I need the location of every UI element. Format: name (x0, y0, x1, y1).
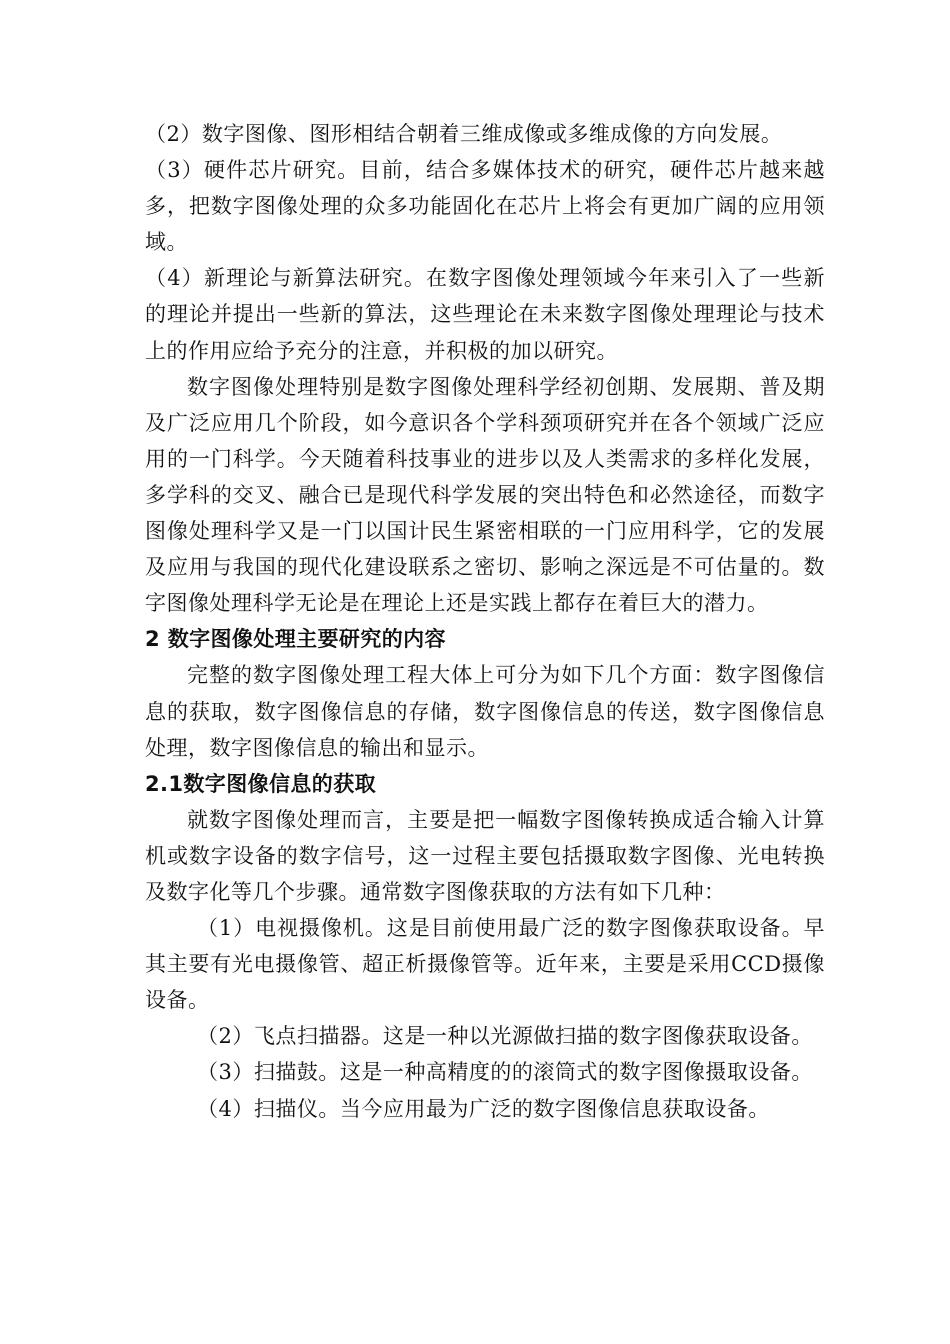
section-2-1-paragraph: 就数字图像处理而言，主要是把一幅数字图像转换成适合输入计算机或数字设备的数字信号，这一过程主要包括摄取数字图像、光电转换及数字化等几个步骤。通常数字图像获取的方法有如下几种： (145, 807, 825, 904)
section-2-1-heading: 2.1数字图像信息的获取 (145, 771, 377, 796)
list-item-3: （3）硬件芯片研究。目前，结合多媒体技术的研究，硬件芯片越来越多，把数字图像处理的众多功能固化在芯片上将会有更加广阔的应用领域。 (145, 158, 825, 255)
list-item-2: （2）数字图像、图形相结合朝着三维成像或多维成像的方向发展。 (145, 122, 783, 146)
method-item-1: （1）电视摄像机。这是目前使用最广泛的数字图像获取设备。早其主要有光电摄像管、超正析摄像管等。近年来，主要是采用CCD摄像设备。 (145, 916, 825, 1013)
method-item-2: （2）飞点扫描器。这是一种以光源做扫描的数字图像获取设备。 (197, 1024, 813, 1049)
list-item-4: （4）新理论与新算法研究。在数字图像处理领域今年来引入了一些新的理论并提出一些新的算法，这些理论在未来数字图像处理理论与技术上的作用应给予充分的注意，并积极的加以研究。 (145, 266, 825, 363)
section-2-heading: 2 数字图像处理主要研究的内容 (145, 627, 446, 652)
method-item-4: （4）扫描仪。当今应用最为广泛的数字图像信息获取设备。 (197, 1096, 770, 1121)
document-body (145, 116, 825, 1127)
summary-paragraph: 数字图像处理特别是数字图像处理科学经初创期、发展期、普及期及广泛应用几个阶段，如今意识各个学科颈项研究并在各个领域广泛应用的一门科学。今天随着科技事业的进步以及人类需求的多样化发展，多学科的交叉、融合已是现代科学发展的突出特色和必然途径，而数字图像处理科学又是一门以国计民生紧密相联的一门应用科学，它的发展及应用与我国的现代化建设联系之密切、影响之深远是不可估量的。数字图像处理科学无论是在理论上还是实践上都存在着巨大的潜力。 (145, 374, 825, 616)
method-item-3: （3）扫描鼓。这是一种高精度的的滚筒式的数字图像摄取设备。 (197, 1060, 813, 1085)
section-2-paragraph: 完整的数字图像处理工程大体上可分为如下几个方面：数字图像信息的获取，数字图像信息的存储，数字图像信息的传送，数字图像信息处理，数字图像信息的输出和显示。 (145, 663, 825, 760)
